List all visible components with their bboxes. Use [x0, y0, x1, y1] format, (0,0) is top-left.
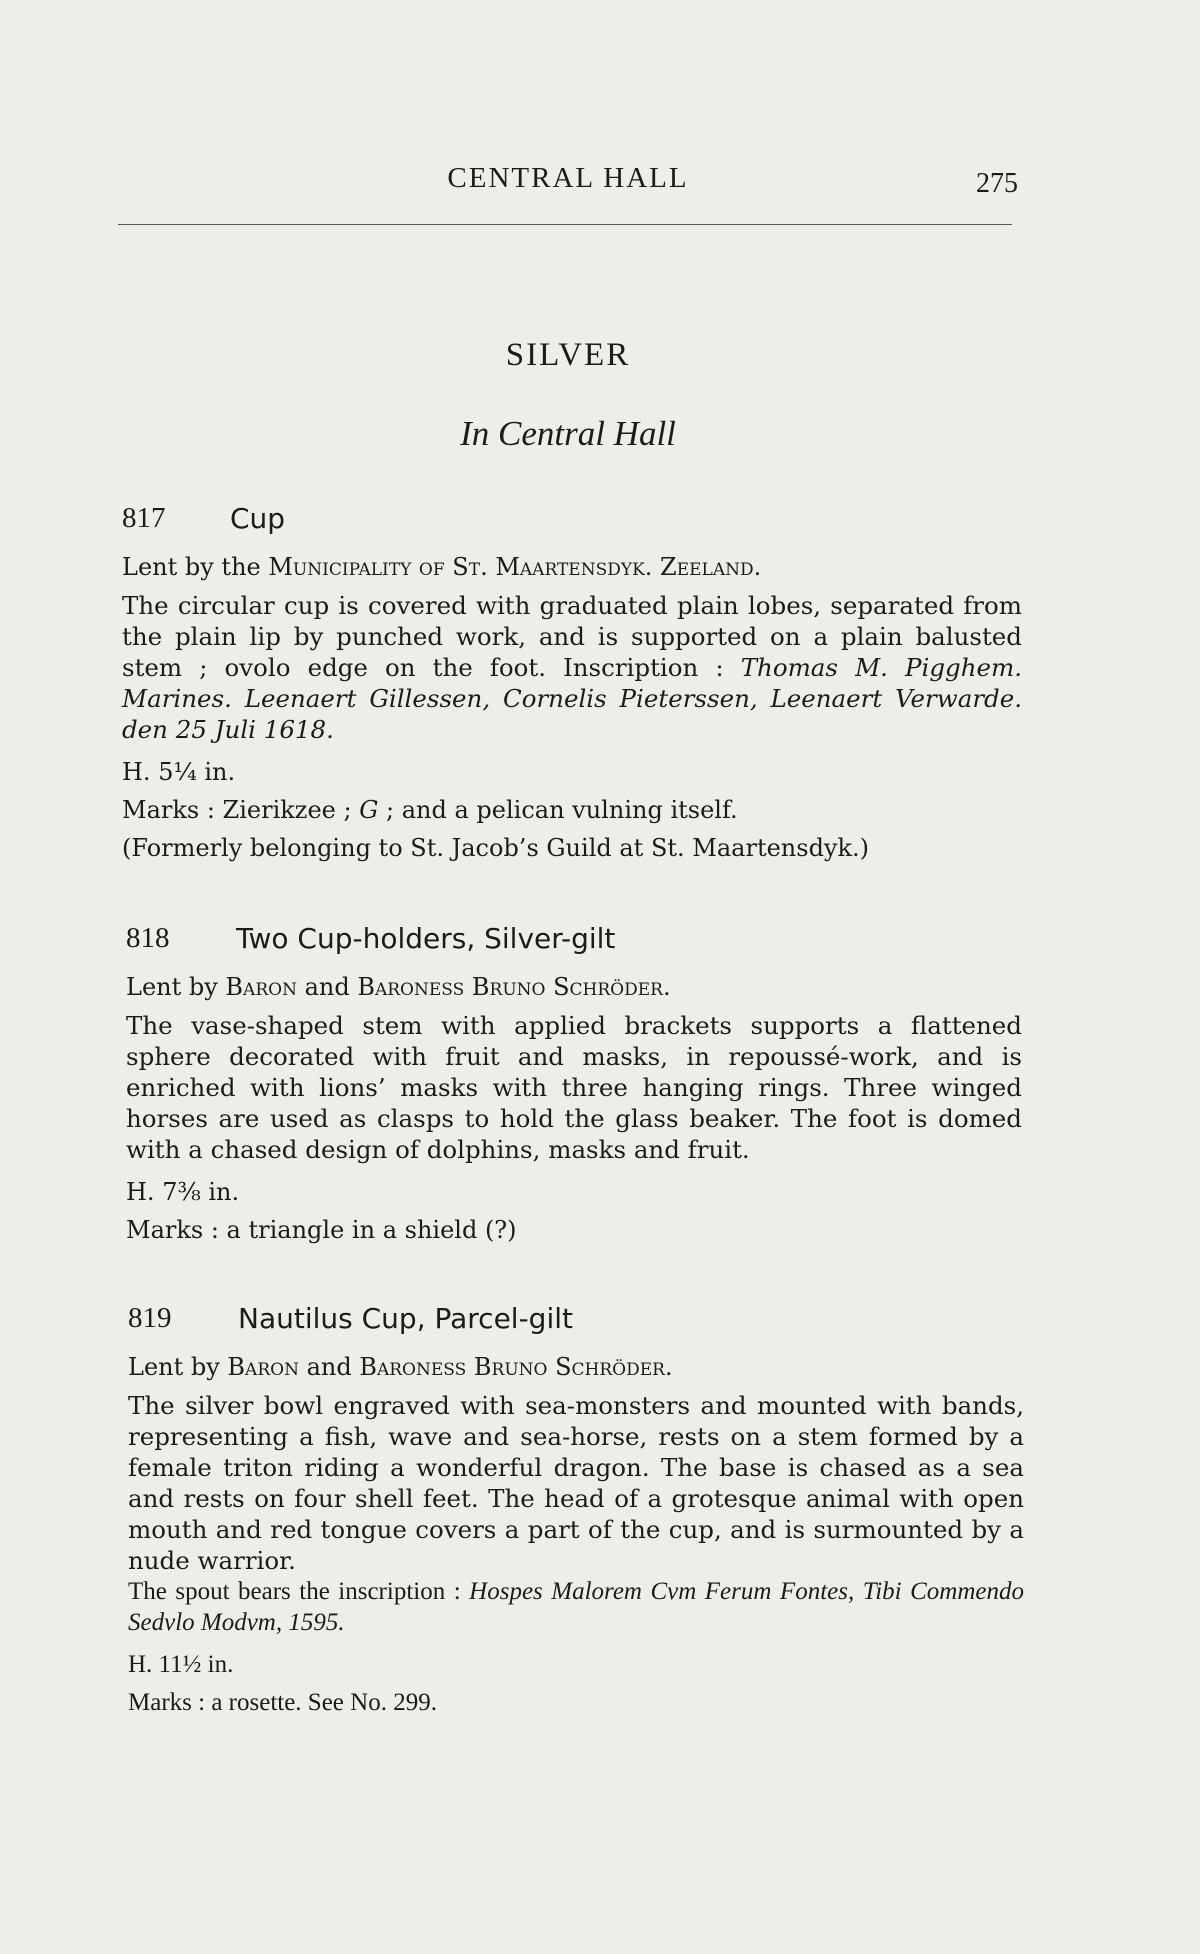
lender-name-b: Baroness Bruno Schröder. — [359, 1353, 673, 1381]
entry-number: 818 — [126, 922, 170, 954]
entry-heading — [122, 502, 1022, 542]
lender-name-b: Baroness Bruno Schröder. — [357, 973, 671, 1001]
entry-heading — [126, 922, 1026, 962]
lender-name: Municipality of St. Maartensdyk. Zeeland. — [268, 553, 762, 581]
entry-description — [122, 590, 1022, 745]
lender-name-a: Baron — [227, 1353, 299, 1381]
inscription-text: Thomas M. Pigghem. Marines. Leenaert Gillessen, Cornelis Pieterssen, Leenaert Verwarde. den 25 Juli 1618. — [122, 653, 1022, 744]
catalogue-entry-817 — [122, 502, 1022, 863]
entry-note: (Formerly belonging to St. Jacob’s Guild at St. Maartensdyk.) — [122, 834, 870, 862]
lent-by-label: Lent by — [128, 1353, 228, 1381]
header-rule — [118, 224, 1012, 225]
lent-by-label: Lent by — [126, 973, 226, 1001]
lender-line — [126, 972, 1026, 1002]
lent-by-label: Lent by the — [122, 553, 269, 581]
marks-suffix-text: ; and a pelican vulning itself. — [378, 796, 738, 824]
entry-height: H. 5¼ in. — [122, 758, 236, 786]
entry-name: Cup — [230, 502, 286, 535]
entry-number: 817 — [122, 502, 166, 534]
entry-height: H. 7⅜ in. — [126, 1178, 240, 1206]
entry-marks: Marks : a triangle in a shield (?) — [126, 1216, 517, 1244]
lender-line — [128, 1352, 1028, 1382]
running-title: CENTRAL HALL — [447, 162, 689, 194]
catalogue-entry-818 — [126, 922, 1026, 1245]
lender-and: and — [296, 973, 358, 1001]
running-head — [118, 162, 1018, 202]
section-subtitle: In Central Hall — [460, 414, 676, 453]
inscription-label: The spout bears the inscription : — [128, 1578, 470, 1605]
entry-description: The silver bowl engraved with sea-monsters and mounted with bands, representing a fish, wave and sea-horse, rests on a stem formed by a female triton riding a wonderful dragon. The base is chased as a sea and rests on four shell feet. The head of a grotesque animal with open mouth and red tongue covers a part of the cup, and is surmounted by a nude warrior. — [128, 1391, 1024, 1575]
section-title: SILVER — [505, 337, 631, 373]
entry-name: Two Cup-holders, Silver-gilt — [236, 922, 616, 955]
entry-description: The vase-shaped stem with applied brackets supports a flattened sphere decorated with fruit and masks, in repoussé-work, and is enriched with lions’ masks with three hanging rings. Three winged horses are used as clasps to hold the glass beaker. The foot is domed with a chased design of dolphins, masks and fruit. — [126, 1011, 1022, 1164]
entry-name: Nautilus Cup, Parcel-gilt — [238, 1302, 573, 1335]
lender-line — [122, 552, 1022, 582]
marks-text: Marks : Zierikzee ; — [122, 796, 360, 824]
marks-italic-text: G — [359, 796, 379, 824]
inscription-text: Hospes Malorem Cvm Ferum Fontes, Tibi Commendo Sedvlo Modvm, 1595. — [128, 1578, 1024, 1636]
entry-number: 819 — [128, 1302, 172, 1334]
description-text: The circular cup is covered with graduated plain lobes, separated from the plain lip by punched work, and is supported on a plain balusted stem ; ovolo edge on the foot. Inscription : — [122, 591, 1022, 682]
catalogue-entry-819 — [128, 1302, 1028, 1718]
lender-name-a: Baron — [225, 973, 297, 1001]
entry-heading — [128, 1302, 1028, 1342]
entry-height: H. 11½ in. — [128, 1651, 234, 1678]
lender-and: and — [298, 1353, 360, 1381]
entry-marks — [122, 795, 1022, 825]
entry-marks: Marks : a rosette. See No. 299. — [128, 1689, 437, 1716]
page-number: 275 — [976, 168, 1018, 199]
entry-inscription-line — [128, 1576, 1024, 1638]
